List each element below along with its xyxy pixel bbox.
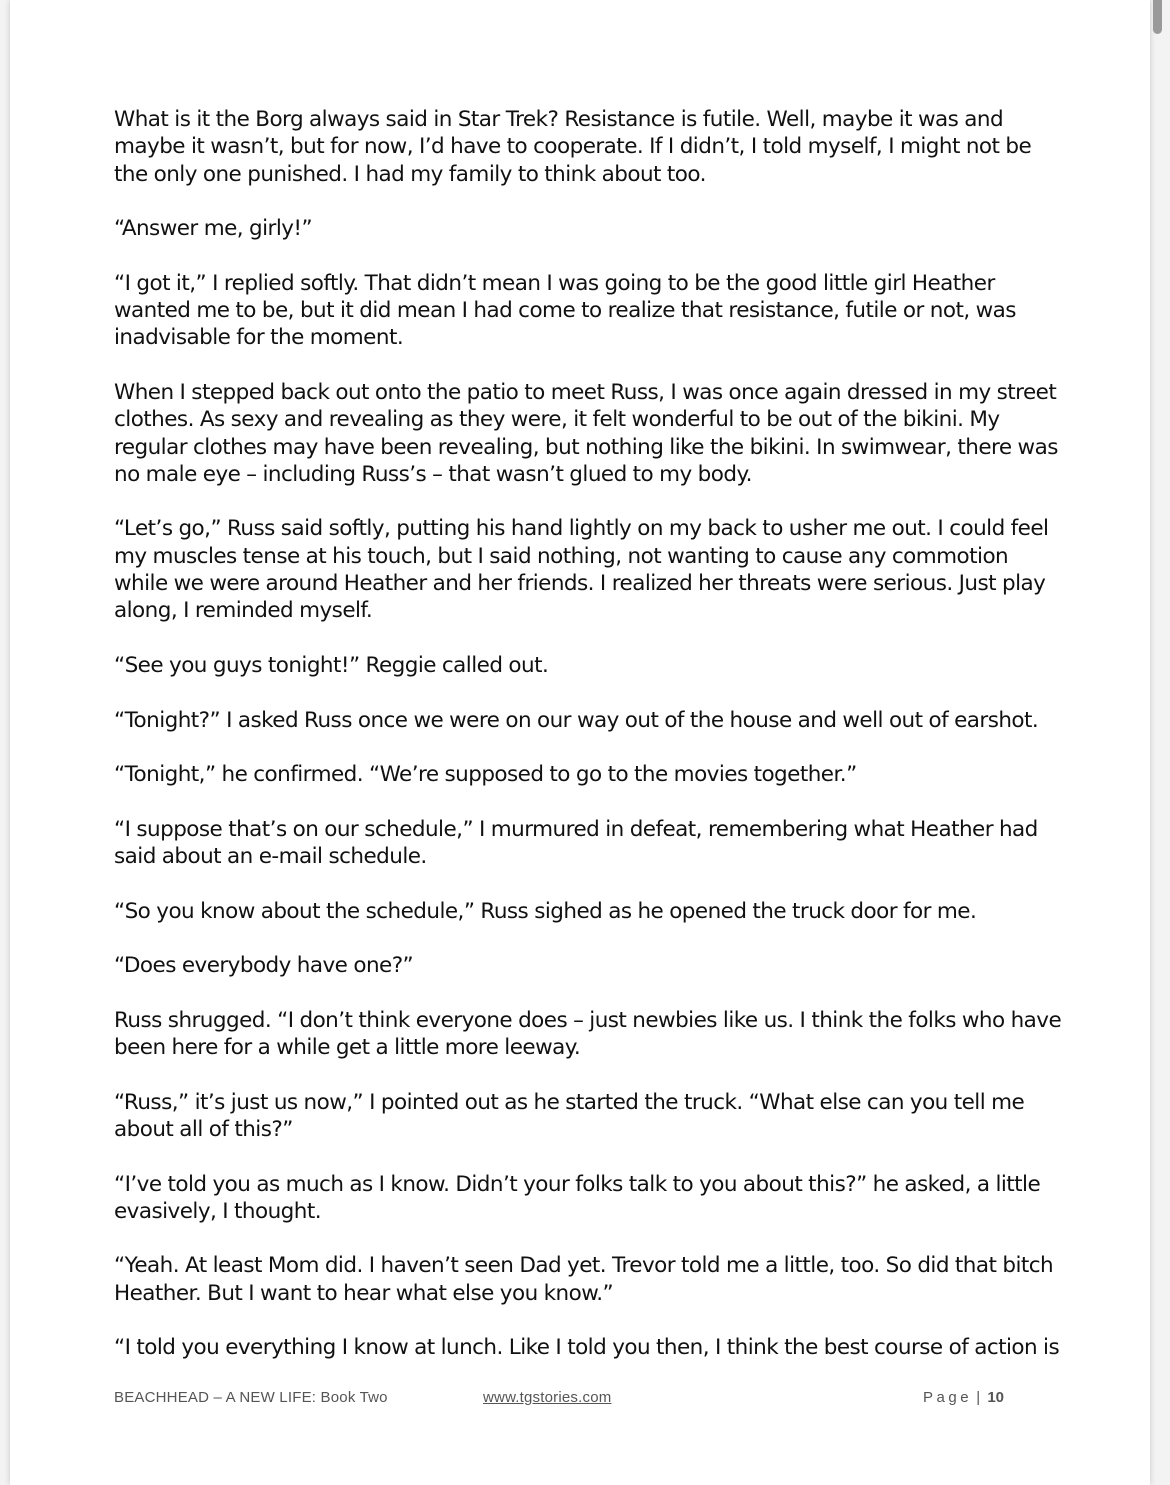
page-body-text (114, 106, 1064, 1389)
footer-book-title: BEACHHEAD – A NEW LIFE: Book Two (114, 1389, 388, 1406)
paragraph: “So you know about the schedule,” Russ sighed as he opened the truck door for me. (114, 898, 977, 924)
paragraph: “See you guys tonight!” Reggie called out. (114, 652, 549, 678)
page-footer (114, 1389, 1004, 1411)
footer-website-link[interactable]: www.tgstories.com (483, 1389, 612, 1406)
paragraph: What is it the Borg always said in Star Trek? Resistance is futile. Well, maybe it was and maybe it wasn’t, but for now, I’d have to cooperate. If I didn’t, I told myself, I might not be the only one punished. I had my family to think about too. (114, 107, 1032, 187)
page-label: Page (923, 1389, 973, 1406)
paragraph: “Tonight,” he confirmed. “We’re supposed to go to the movies together.” (114, 762, 857, 788)
paragraph: When I stepped back out onto the patio to meet Russ, I was once again dressed in my street clothes. As sexy and revealing as they were, it felt wonderful to be out of the bikini. My regular clothes may have been revealing, but nothing like the bikini. In swimwear, there was no male eye – including Russ’s – that wasn’t glued to my body. (114, 379, 1058, 487)
paragraph: “Tonight?” I asked Russ once we were on our way out of the house and well out of earshot. (114, 707, 1039, 733)
vertical-scrollbar-thumb[interactable] (1153, 0, 1162, 34)
paragraph: “I got it,” I replied softly. That didn’t mean I was going to be the good little girl Heather wanted me to be, but it did mean I had come to realize that resistance, futile or not, was inadvisable for the moment. (114, 270, 1016, 351)
paragraph: “Russ,” it’s just us now,” I pointed out as he started the truck. “What else can you tell me about all of this?” (114, 1089, 1025, 1142)
paragraph: “Does everybody have one?” (114, 953, 414, 979)
paragraph: “I’ve told you as much as I know. Didn’t your folks talk to you about this?” he asked, a little evasively, I thought. (114, 1171, 1041, 1224)
paragraph: “Yeah. At least Mom did. I haven’t seen Dad yet. Trevor told me a little, too. So did that bitch Heather. But I want to hear what else you know.” (114, 1253, 1054, 1306)
footer-page-indicator (923, 1389, 1004, 1406)
document-page (10, 0, 1150, 1485)
paragraph: “Answer me, girly!” (114, 216, 313, 242)
page-separator: | (976, 1389, 981, 1406)
paragraph: Russ shrugged. “I don’t think everyone does – just newbies like us. I think the folks who have been here for a while get a little more leeway. (114, 1007, 1062, 1061)
paragraph: “I told you everything I know at lunch. Like I told you then, I think the best course of action is (114, 1335, 1060, 1361)
page-number: 10 (987, 1389, 1004, 1406)
paragraph: “I suppose that’s on our schedule,” I murmured in defeat, remembering what Heather had said about an e-mail schedule. (114, 816, 1038, 870)
paragraph: “Let’s go,” Russ said softly, putting his hand lightly on my back to usher me out. I could feel my muscles tense at his touch, but I said nothing, not wanting to cause any commotion while we were around Heather and her friends. I realized her threats were serious. Just play along, I reminded myself. (114, 516, 1049, 624)
